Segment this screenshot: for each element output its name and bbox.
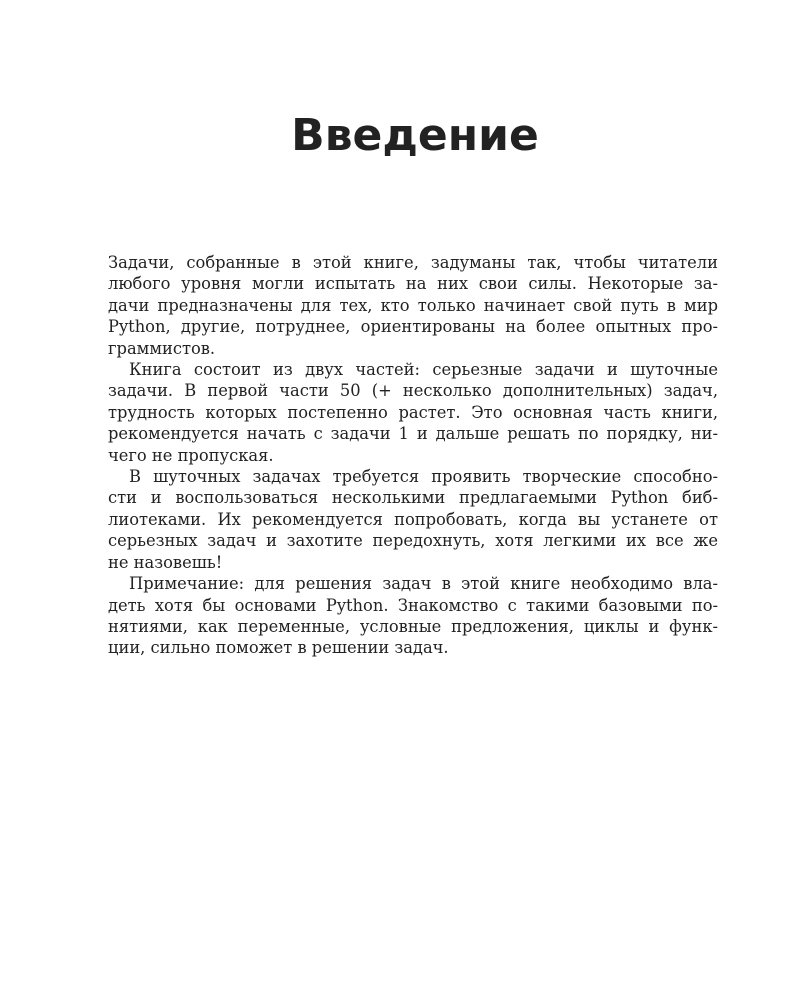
text-line: Примечание: для решения задач в этой книге необходимо вла-	[129, 574, 718, 594]
chapter-body	[108, 252, 718, 659]
text-line: Python, другие, потруднее, ориентированы на более опытных про-	[108, 317, 718, 337]
text-line: В шуточных задачах требуется проявить творческие способно-	[129, 467, 718, 487]
text-line: чего не пропуская.	[108, 445, 274, 465]
text-line: нятиями, как переменные, условные предложения, циклы и функ-	[108, 616, 718, 636]
paragraph-structure	[108, 359, 718, 466]
text-line: Задачи, собранные в этой книге, задуманы так, чтобы читатели	[108, 253, 718, 272]
text-line: трудность которых постепенно растет. Это основная часть книги,	[108, 402, 718, 422]
text-line: не назовешь!	[108, 552, 223, 572]
chapter-title: Введение	[291, 110, 539, 161]
paragraph-fun-tasks	[108, 466, 718, 573]
text-line: задачи. В первой части 50 (+ несколько дополнительных) задач,	[108, 381, 718, 401]
text-line: серьезных задач и захотите передохнуть, хотя легкими их все же	[108, 531, 718, 551]
text-line: рекомендуется начать с задачи 1 и дальше решать по порядку, ни-	[108, 424, 718, 444]
text-line: сти и воспользоваться несколькими предлагаемыми Python биб-	[108, 488, 718, 508]
text-line: лиотеками. Их рекомендуется попробовать, когда вы устанете от	[108, 509, 718, 529]
paragraph-note	[108, 573, 718, 659]
text-line: деть хотя бы основами Python. Знакомство с такими базовыми по-	[108, 595, 718, 615]
text-line: ции, сильно поможет в решении задач.	[108, 638, 449, 658]
text-line: любого уровня могли испытать на них свои силы. Некоторые за-	[108, 274, 718, 294]
text-line: граммистов.	[108, 338, 216, 358]
text-line: Книга состоит из двух частей: серьезные задачи и шуточные	[129, 360, 718, 380]
paragraph-intro	[108, 252, 718, 359]
text-line: дачи предназначены для тех, кто только начинает свой путь в мир	[108, 295, 718, 315]
